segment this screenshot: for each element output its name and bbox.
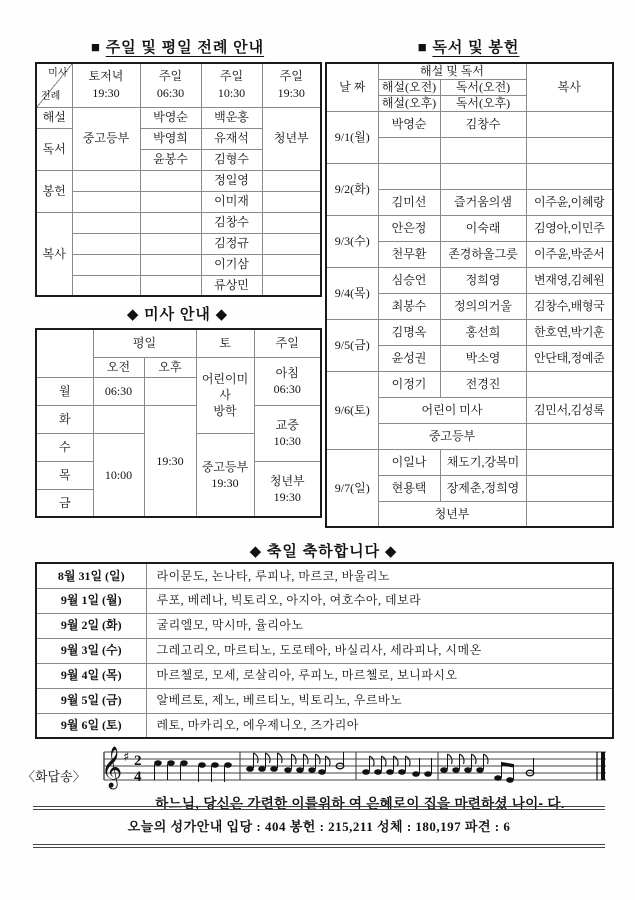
- hymn-guide-text: 오늘의 성가안내 입당 : 404 봉헌 : 215,211 성체 : 180,197 파견 : 6: [127, 819, 511, 834]
- header-commentary-am: 해설(오전): [378, 79, 440, 95]
- mass-section-title: [35, 303, 320, 324]
- table-row: [36, 688, 613, 713]
- cell-server: [526, 111, 613, 137]
- cell-name: 김창수: [440, 111, 526, 137]
- liturgy-table: [35, 62, 322, 297]
- table-row: [326, 163, 613, 189]
- empty-cell: [72, 275, 140, 296]
- cell-name: 김명옥: [378, 319, 440, 345]
- row-label-commentary: 해설: [36, 107, 72, 128]
- col-header-sun-1930: 주일 19:30: [262, 63, 321, 107]
- cell-group: 중고등부: [378, 423, 526, 449]
- cell-date: 9/5(금): [326, 319, 378, 371]
- mass-title-text: ◆ 미사 안내 ◆: [126, 307, 229, 323]
- empty-cell: [140, 233, 201, 254]
- cell-name: 이기삼: [201, 254, 262, 275]
- time-signature-top: 2: [134, 753, 142, 769]
- cell-sat-children-mass: 어린이미사 방학: [196, 357, 254, 433]
- empty-cell: [72, 191, 140, 212]
- cell-name: 장제춘,정희영: [440, 475, 526, 501]
- row-label-wed: 수: [36, 433, 93, 461]
- cell-name: 윤성권: [378, 345, 440, 371]
- cell-server: [526, 423, 613, 449]
- cell-sun19-group: 청년부: [262, 107, 321, 170]
- cell-name: 최봉수: [378, 293, 440, 319]
- cell-server: [526, 501, 613, 527]
- empty-cell: [262, 191, 321, 212]
- empty-cell: [262, 233, 321, 254]
- col-header-sat-evening: 토저녁 19:30: [72, 63, 140, 107]
- corner-top-label: 미사: [48, 68, 68, 79]
- row-label-mon: 월: [36, 377, 93, 405]
- table-row: [326, 449, 613, 475]
- cell-date: 9/2(화): [326, 163, 378, 215]
- cell-name: 정일영: [201, 170, 262, 191]
- row-label-offering: 봉헌: [36, 170, 72, 212]
- header-saturday: 토: [196, 329, 254, 357]
- cell-name: 김미선: [378, 189, 440, 215]
- cell-name: 이숙래: [440, 215, 526, 241]
- empty-cell: [140, 212, 201, 233]
- cell-name: 김정규: [201, 233, 262, 254]
- cell-server: 이주윤,박준서: [526, 241, 613, 267]
- cell-name: 유재석: [201, 128, 262, 149]
- cell-date: 9/4(목): [326, 267, 378, 319]
- cell-date: 9/1(월): [326, 111, 378, 163]
- cell-name: 정희영: [440, 267, 526, 293]
- cell-feast-names: 굴리엘모, 막시마, 율리아노: [146, 613, 613, 638]
- table-row: [36, 329, 321, 357]
- table-row: [36, 588, 613, 613]
- cell-name: 홍선희: [440, 319, 526, 345]
- cell-server: 이주윤,이혜랑: [526, 189, 613, 215]
- cell-name: 정의의거울: [440, 293, 526, 319]
- cell-name: 백운홍: [201, 107, 262, 128]
- cell-server: 변재영,김혜원: [526, 267, 613, 293]
- cell-group: 청년부: [378, 501, 526, 527]
- table-row: [36, 212, 321, 233]
- cell-feast-names: 마르첼로, 모세, 로살리아, 루피노, 마르첼로, 보니파시오: [146, 663, 613, 688]
- cell-name: 천무환: [378, 241, 440, 267]
- cell-date: 9/6(토): [326, 371, 378, 449]
- cell-name: 김형수: [201, 149, 262, 170]
- cell-name: 윤봉수: [140, 149, 201, 170]
- row-label-reading: 독서: [36, 128, 72, 170]
- empty-cell: [262, 275, 321, 296]
- empty-cell: [262, 254, 321, 275]
- row-label-thu: 목: [36, 461, 93, 489]
- cell-feast-names: 알베르토, 제노, 베르티노, 빅토리노, 우르바노: [146, 688, 613, 713]
- empty-cell: [36, 329, 93, 377]
- table-row: [326, 215, 613, 241]
- empty-cell: [140, 170, 201, 191]
- treble-clef-icon: 𝄞: [101, 747, 123, 788]
- note-beam: [502, 762, 514, 768]
- square-bullet-icon: ■: [417, 40, 428, 56]
- header-reading-pm: 독서(오후): [440, 95, 526, 111]
- table-row: [326, 63, 613, 79]
- empty-cell: [144, 377, 196, 405]
- cell-feast-names: 레토, 마카리오, 에우제니오, 즈가리아: [146, 713, 613, 738]
- reading-table: [325, 62, 614, 528]
- empty-cell: [72, 212, 140, 233]
- empty-cell: [72, 233, 140, 254]
- mass-table: [35, 328, 322, 518]
- cell-sun-youth: 청년부 19:30: [254, 461, 321, 517]
- table-row: [326, 319, 613, 345]
- cell-name: 류상민: [201, 275, 262, 296]
- cell-feast-date: 9월 2일 (화): [36, 613, 146, 638]
- table-row: [36, 713, 613, 738]
- reading-title-text: 독서 및 봉헌: [432, 40, 520, 56]
- table-row: [326, 111, 613, 137]
- cell-sat-youth-group: 중고등부 19:30: [196, 433, 254, 517]
- corner-bottom-label: 전례: [41, 90, 61, 102]
- cell-time-pm: 19:30: [144, 405, 196, 517]
- cell-feast-date: 8월 31일 (일): [36, 563, 146, 588]
- cell-name: [440, 163, 526, 189]
- cell-sat-group: 중고등부: [72, 107, 140, 170]
- cell-name: 채도기,강복미: [440, 449, 526, 475]
- header-weekday: 평일: [93, 329, 196, 357]
- psalm-lyrics: 하느님, 당신은 가련한 이를위하 여 은혜로이 집을 마련하셨 나이- 다.: [155, 796, 565, 811]
- table-row: [326, 371, 613, 397]
- cell-time-am: 10:00: [93, 433, 144, 517]
- empty-cell: [262, 170, 321, 191]
- empty-cell: [140, 254, 201, 275]
- sharp-icon: ♯: [123, 750, 130, 765]
- final-barline-thick: [601, 752, 605, 780]
- header-pm: 오후: [144, 357, 196, 377]
- cell-server: 한호연,박기훈: [526, 319, 613, 345]
- cell-feast-date: 9월 6일 (토): [36, 713, 146, 738]
- header-am: 오전: [93, 357, 144, 377]
- cell-time: 06:30: [93, 377, 144, 405]
- empty-cell: [72, 170, 140, 191]
- cell-name: [378, 163, 440, 189]
- cell-name: 이일나: [378, 449, 440, 475]
- row-label-fri: 금: [36, 489, 93, 517]
- table-row: [36, 563, 613, 588]
- psalm-label: 〈화답송〉: [22, 769, 86, 784]
- header-commentary-pm: 해설(오후): [378, 95, 440, 111]
- cell-server: 김창수,배형국: [526, 293, 613, 319]
- reading-section-title: [325, 36, 612, 57]
- cell-feast-date: 9월 5일 (금): [36, 688, 146, 713]
- music-staff: [100, 742, 610, 798]
- header-sunday: 주일: [254, 329, 321, 357]
- cell-feast-date: 9월 1일 (월): [36, 588, 146, 613]
- corner-header-cell: [36, 63, 72, 107]
- cell-server: [526, 475, 613, 501]
- cell-date: 9/7(일): [326, 449, 378, 527]
- cell-sun-main: 교중 10:30: [254, 405, 321, 461]
- cell-feast-names: 라이문도, 논나타, 루피나, 마르코, 바울리노: [146, 563, 613, 588]
- cell-name: 즐거움의샘: [440, 189, 526, 215]
- cell-sun-dawn: 아침 06:30: [254, 357, 321, 405]
- cell-server: 안단태,정예준: [526, 345, 613, 371]
- cell-name: 현용택: [378, 475, 440, 501]
- empty-cell: [93, 405, 144, 433]
- cell-name: 박소영: [440, 345, 526, 371]
- empty-cell: [140, 275, 201, 296]
- liturgy-title-text: 주일 및 평일 전례 안내: [105, 40, 265, 56]
- cell-name: 김창수: [201, 212, 262, 233]
- table-row: [36, 233, 321, 254]
- table-row: [36, 613, 613, 638]
- cell-feast-names: 그레고리오, 마르티노, 도로테아, 바실리사, 세라피나, 시메온: [146, 638, 613, 663]
- cell-name: 전경진: [440, 371, 526, 397]
- cell-feast-date: 9월 3일 (수): [36, 638, 146, 663]
- square-bullet-icon: ■: [90, 40, 101, 56]
- table-row: [36, 107, 321, 128]
- header-commentary-reading: 해설 및 독서: [378, 63, 526, 79]
- table-row: [36, 63, 321, 107]
- table-row: [36, 663, 613, 688]
- hymn-guide-bar: [33, 806, 605, 848]
- table-row: [36, 275, 321, 296]
- cell-name: [378, 137, 440, 163]
- liturgy-section-title: [35, 36, 320, 57]
- cell-server: [526, 137, 613, 163]
- cell-server: [526, 163, 613, 189]
- feast-section-title: [35, 540, 612, 561]
- cell-name: 이미재: [201, 191, 262, 212]
- empty-cell: [140, 191, 201, 212]
- table-row: [36, 638, 613, 663]
- feast-title-text: ◆ 축일 축하합니다 ◆: [249, 544, 398, 560]
- header-server: 복사: [526, 63, 613, 111]
- header-date: 날 짜: [326, 63, 378, 111]
- cell-name: 박영희: [140, 128, 201, 149]
- table-row: [36, 191, 321, 212]
- table-row: [36, 254, 321, 275]
- cell-server: 김영아,이민주: [526, 215, 613, 241]
- feast-table: [35, 562, 614, 739]
- cell-name: 심승언: [378, 267, 440, 293]
- table-row: [36, 170, 321, 191]
- cell-date: 9/3(수): [326, 215, 378, 267]
- table-row: [326, 267, 613, 293]
- cell-feast-names: 루포, 베레나, 빅토리오, 아지아, 여호수아, 데보라: [146, 588, 613, 613]
- empty-cell: [72, 254, 140, 275]
- cell-group: 어린이 미사: [378, 397, 526, 423]
- cell-server: [526, 371, 613, 397]
- table-row: [36, 405, 321, 433]
- cell-feast-date: 9월 4일 (목): [36, 663, 146, 688]
- row-label-tue: 화: [36, 405, 93, 433]
- header-reading-am: 독서(오전): [440, 79, 526, 95]
- cell-name: 이정기: [378, 371, 440, 397]
- cell-server: [526, 449, 613, 475]
- col-header-sun-0630: 주일 06:30: [140, 63, 201, 107]
- cell-server: 김민서,김성록: [526, 397, 613, 423]
- cell-name: [440, 137, 526, 163]
- row-label-server: 복사: [36, 212, 72, 296]
- cell-name: 박영순: [378, 111, 440, 137]
- col-header-sun-1030: 주일 10:30: [201, 63, 262, 107]
- empty-cell: [262, 212, 321, 233]
- cell-name: 박영순: [140, 107, 201, 128]
- cell-name: 존경하올그릇: [440, 241, 526, 267]
- time-signature-bottom: 4: [134, 769, 142, 785]
- cell-name: 안은정: [378, 215, 440, 241]
